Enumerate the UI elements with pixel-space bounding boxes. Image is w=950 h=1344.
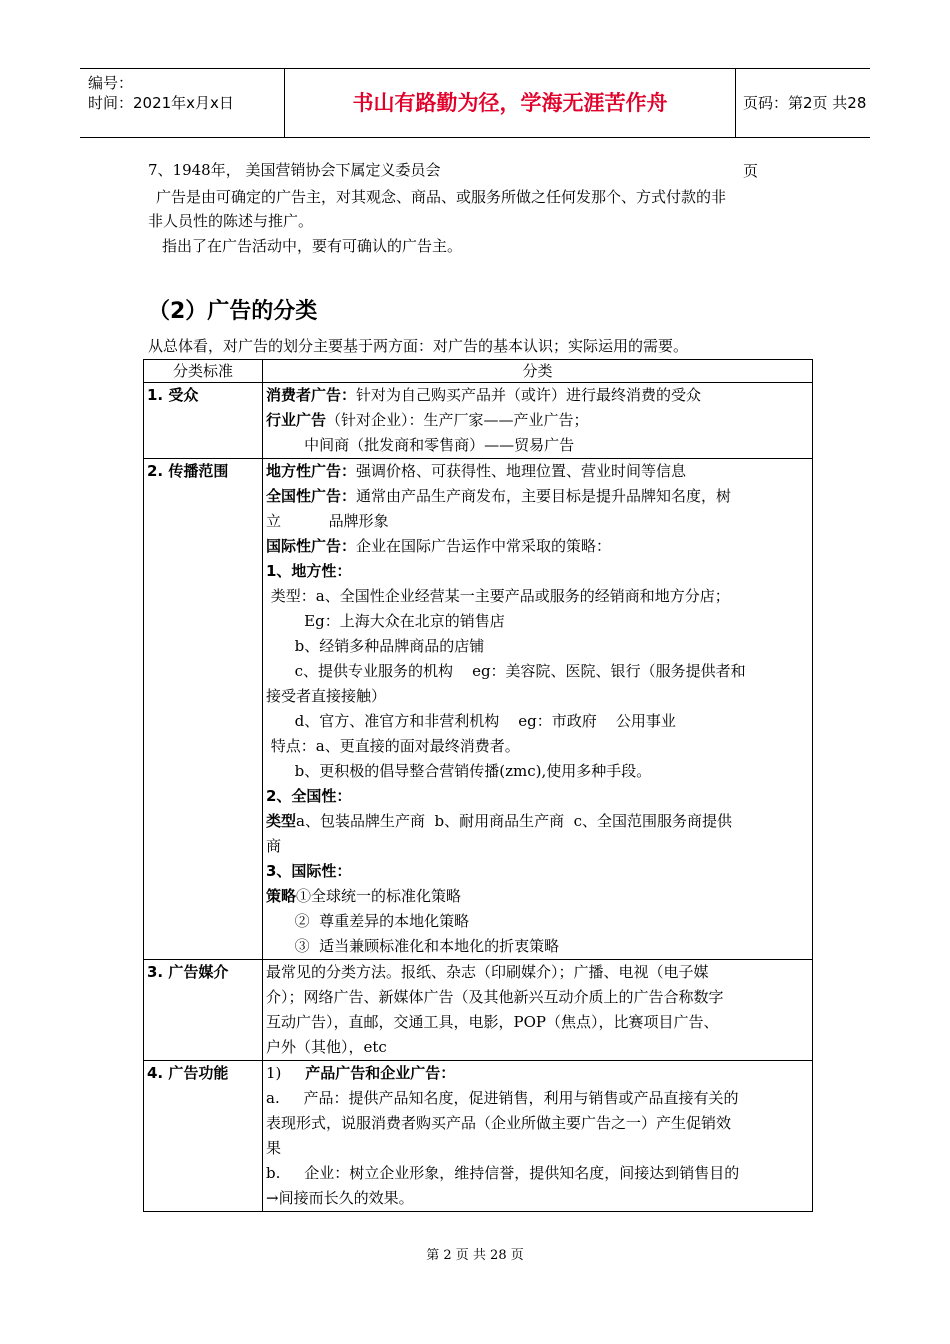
category-standard: 2. 传播范围	[144, 459, 263, 960]
detail-text: a. 产品：提供产品知名度，促进销售，利用与销售或产品直接有关的	[266, 1089, 739, 1107]
detail-bold: 国际性广告：	[266, 537, 357, 555]
detail-line	[266, 734, 809, 759]
section-lead: 从总体看，对广告的划分主要基于两方面：对广告的基本认识；实际运用的需要。	[148, 337, 689, 355]
detail-text: b. 企业：树立企业形象，维持信誉，提供知名度，间接达到销售目的	[266, 1164, 740, 1182]
category-standard: 3. 广告媒介	[144, 960, 263, 1061]
column-header-classification: 分类	[263, 360, 813, 383]
detail-line	[266, 609, 809, 634]
detail-line	[266, 1035, 809, 1060]
detail-line	[266, 584, 809, 609]
table-header-row	[144, 360, 813, 383]
intro-line-4: 指出了在广告活动中，要有可确认的广告主。	[162, 237, 463, 255]
detail-text: （针对企业）：生产厂家——产业广告；	[326, 411, 589, 429]
header-meta	[80, 69, 284, 137]
detail-line	[266, 433, 809, 458]
detail-text: 中间商（批发商和零售商）——贸易广告	[266, 436, 575, 454]
detail-text: 互动广告），直邮，交通工具，电影，POP（焦点），比赛项目广告、	[266, 1013, 719, 1031]
header-motto: 书山有路勤为径，学海无涯苦作舟	[284, 69, 736, 137]
detail-text: 最常见的分类方法。报纸、杂志（印刷媒介）；广播、电视（电子媒	[266, 963, 709, 981]
intro-line-3: 非人员性的陈述与推广。	[148, 212, 314, 230]
detail-line	[266, 960, 809, 985]
detail-line	[266, 784, 809, 809]
detail-line	[266, 509, 809, 534]
detail-text: 户外（其他），etc	[266, 1038, 387, 1056]
detail-line	[266, 1086, 809, 1111]
header-page-label: 页码：第2页 共28页	[743, 94, 867, 180]
detail-text: 1)	[266, 1064, 306, 1082]
table-row	[144, 960, 813, 1061]
detail-text: b、经销多种品牌商品的店铺	[266, 637, 485, 655]
detail-bold: 2、全国性：	[266, 787, 352, 805]
detail-line	[266, 383, 809, 408]
detail-line	[266, 709, 809, 734]
category-details	[263, 1061, 813, 1212]
detail-text: a、包装品牌生产商 b、耐用商品生产商 c、全国范围服务商提供	[296, 812, 733, 830]
detail-text: 特点：a、更直接的面对最终消费者。	[266, 737, 520, 755]
number-label: 编号：	[88, 74, 134, 92]
intro-line-1: 7、1948年， 美国营销协会下属定义委员会	[148, 161, 441, 179]
detail-line	[266, 484, 809, 509]
detail-line	[266, 1111, 809, 1136]
detail-line	[266, 1136, 809, 1161]
detail-text: ①全球统一的标准化策略	[296, 887, 462, 905]
detail-bold: 3、国际性：	[266, 862, 352, 880]
detail-line	[266, 759, 809, 784]
detail-text: 针对为自己购买产品并（或许）进行最终消费的受众	[356, 386, 702, 404]
detail-line	[266, 859, 809, 884]
detail-line	[266, 1186, 809, 1211]
detail-text: d、官方、准官方和非营利机构 eg：市政府 公用事业	[266, 712, 676, 730]
intro-line-2: 广告是由可确定的广告主，对其观念、商品、或服务所做之任何发那个、方式付款的非	[156, 188, 727, 206]
detail-text: 企业在国际广告运作中常采取的策略：	[356, 537, 612, 555]
detail-bold: 全国性广告：	[266, 487, 357, 505]
detail-text: ② 尊重差异的本地化策略	[266, 912, 470, 930]
classification-table	[143, 359, 813, 1212]
detail-bold: 类型	[266, 812, 297, 830]
detail-line	[266, 1010, 809, 1035]
detail-line	[266, 459, 809, 484]
detail-text: 果	[266, 1139, 282, 1157]
date-label: 时间：2021年x月x日	[88, 94, 234, 112]
detail-text: 强调价格、可获得性、地理位置、营业时间等信息	[356, 462, 687, 480]
category-details	[263, 960, 813, 1061]
detail-text: b、更积极的倡导整合营销传播(zmc),使用多种手段。	[266, 762, 652, 780]
category-details	[263, 459, 813, 960]
detail-text: c、提供专业服务的机构 eg：美容院、医院、银行（服务提供者和	[266, 662, 746, 680]
detail-text: 类型：a、全国性企业经营某一主要产品或服务的经销商和地方分店；	[266, 587, 730, 605]
detail-line	[266, 1161, 809, 1186]
detail-bold: 产品广告和企业广告：	[305, 1064, 456, 1082]
detail-line	[266, 934, 809, 959]
detail-line	[266, 408, 809, 433]
detail-text: 介）；网络广告、新媒体广告（及其他新兴互动介质上的广告合称数字	[266, 988, 724, 1006]
detail-text: →间接而长久的效果。	[266, 1189, 414, 1207]
column-header-standard: 分类标准	[144, 360, 263, 383]
table-row	[144, 1061, 813, 1212]
detail-line	[266, 659, 809, 684]
detail-text: Eg：上海大众在北京的销售店	[266, 612, 505, 630]
category-standard: 1. 受众	[144, 383, 263, 459]
detail-line	[266, 809, 809, 834]
detail-line	[266, 634, 809, 659]
detail-bold: 地方性广告：	[266, 462, 357, 480]
detail-text: 通常由产品生产商发布，主要目标是提升品牌知名度，树	[356, 487, 732, 505]
detail-line	[266, 884, 809, 909]
section-title: （2）广告的分类	[148, 299, 318, 324]
detail-line	[266, 1061, 809, 1086]
detail-line	[266, 684, 809, 709]
detail-text: 立 品牌形象	[266, 512, 389, 530]
detail-text: ③ 适当兼顾标准化和本地化的折衷策略	[266, 937, 560, 955]
detail-text: 接受者直接接触）	[266, 687, 387, 705]
detail-line	[266, 534, 809, 559]
table-row	[144, 459, 813, 960]
detail-line	[266, 909, 809, 934]
category-standard: 4. 广告功能	[144, 1061, 263, 1212]
detail-bold: 1、地方性：	[266, 562, 352, 580]
table-row	[144, 383, 813, 459]
detail-bold: 策略	[266, 887, 297, 905]
detail-line	[266, 559, 809, 584]
detail-text: 表现形式，说服消费者购买产品（企业所做主要广告之一）产生促销效	[266, 1114, 732, 1132]
detail-bold: 消费者广告：	[266, 386, 357, 404]
category-details	[263, 383, 813, 459]
detail-text: 商	[266, 837, 282, 855]
page-footer: 第 2 页 共 28 页	[426, 1248, 524, 1263]
detail-line	[266, 834, 809, 859]
detail-line	[266, 985, 809, 1010]
detail-bold: 行业广告	[266, 411, 327, 429]
